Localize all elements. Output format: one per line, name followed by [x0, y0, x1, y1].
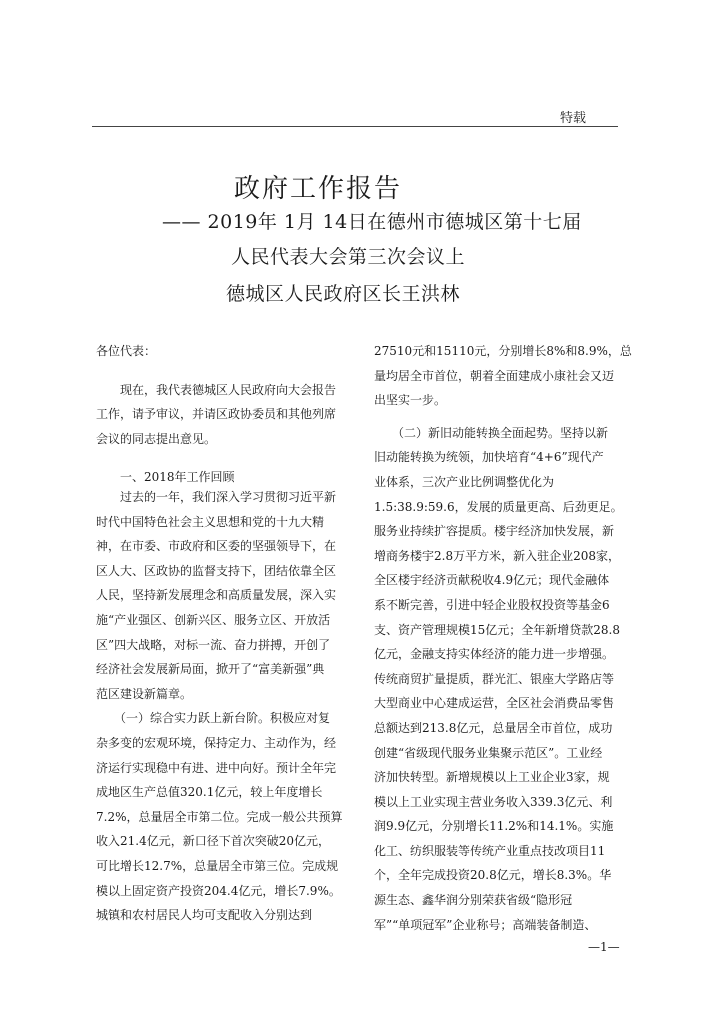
paragraph-line: 量均居全市首位，朝着全面建成小康社会又迈 [374, 368, 615, 383]
paragraph-line: 27510元和15110元，分别增长8%和8.9%，总 [374, 344, 632, 358]
paragraph-line: （二）新旧动能转换全面起势。坚持以新 [374, 425, 609, 440]
intro-line: 现在，我代表德城区人民政府向大会报告 [96, 382, 337, 397]
paragraph-line: 全区楼宇经济贡献税收4.9亿元；现代金融体 [374, 573, 610, 588]
paragraph-line: 业体系，三次产业比例调整优化为 [374, 474, 555, 489]
paragraph-line: 系不断完善，引进中轻企业股权投资等基金6 [374, 597, 610, 612]
paragraph-line: 济运行实现稳中有进、进中向好。预计全年完 [96, 760, 337, 775]
paragraph-line: 创建“省级现代服务业集聚示范区”。工业经 [374, 745, 603, 760]
paragraph-line: 亿元，金融支持实体经济的能力进一步增强。 [374, 647, 615, 662]
paragraph-line: 经济社会发展新局面，掀开了“富美新强”典 [96, 662, 325, 677]
subtitle-line-1: —— 2019年 1月 14日在德州市德城区第十七届 [162, 211, 582, 233]
paragraph-line: 增商务楼宇2.8万平方米，新入驻企业208家， [374, 548, 620, 563]
paragraph-line: 模以上工业实现主营业务收入339.3亿元、利 [374, 794, 613, 809]
paragraph-line: 1.5:38.9:59.6，发展的质量更高、后劲更足。 [374, 499, 623, 514]
paragraph-line: 源生态、鑫华润分别荣获省级“隐形冠 [374, 893, 573, 908]
paragraph-line: 支、资产管理规模15亿元；全年新增贷款28.8 [374, 622, 620, 637]
intro-line: 工作，请予审议，并请区政协委员和其他列席 [96, 407, 337, 422]
salutation: 各位代表： [96, 344, 157, 358]
paragraph-line: 区”四大战略，对标一流、奋力拼搏，开创了 [96, 637, 331, 652]
paragraph-line: 杂多变的宏观环境，保持定力、主动作为，经 [96, 735, 337, 750]
intro-line: 会议的同志提出意见。 [96, 431, 217, 446]
left-column-top [96, 339, 354, 490]
paragraph-line: 区人大、区政协的监督支持下，团结依靠全区 [96, 563, 337, 578]
right-column [374, 339, 632, 937]
paragraph-line: 传统商贸扩量提质，群光汇、银座大学路店等 [374, 671, 615, 686]
paragraph-line: 出坚实一步。 [374, 393, 447, 408]
paragraph-line: 润9.9亿元，分别增长11.2%和14.1%。实施 [374, 819, 614, 834]
paragraph-line: 济加快转型。新增规模以上工业企业3家，规 [374, 770, 610, 785]
paragraph-line: 总额达到213.8亿元，总量居全市首位，成功 [374, 720, 613, 735]
paragraph-line: （一）综合实力跃上新台阶。积极应对复 [96, 711, 331, 726]
paragraph-line: 7.2%，总量居全市第二位。完成一般公共预算 [96, 809, 343, 824]
header-divider [92, 126, 618, 127]
paragraph-line: 成地区生产总值320.1亿元，较上年度增长 [96, 785, 323, 800]
paragraph-line: 模以上固定资产投资204.4亿元，增长7.9%。 [96, 883, 341, 898]
paragraph-line: 大型商业中心建成运营，全区社会消费品零售 [374, 696, 615, 711]
paragraph-line: 人民，坚持新发展理念和高质量发展，深入实 [96, 588, 337, 603]
paragraph-line: 旧动能转换为统领，加快培育“4+6”现代产 [374, 450, 604, 465]
subtitle-line-3: 德城区人民政府区长王洪林 [226, 283, 461, 305]
subtitle-line-2: 人民代表大会第三次会议上 [231, 246, 466, 268]
paragraph-line: 范区建设新篇章。 [96, 686, 193, 701]
page-number: —1— [588, 940, 620, 954]
paragraph-line: 个，全年完成投资20.8亿元，增长8.3%。华 [374, 868, 612, 883]
paragraph-line: 化工、纺织服装等传统产业重点技改项目11 [374, 843, 606, 858]
paragraph-line: 军”“单项冠军”企业称号；高端装备制造、 [374, 917, 597, 932]
paragraph-line: 城镇和农村居民人均可支配收入分别达到 [96, 908, 313, 923]
paragraph-line: 施“产业强区、创新兴区、服务立区、开放活 [96, 612, 331, 627]
paragraph-line: 可比增长12.7%，总量居全市第三位。完成规 [96, 858, 339, 873]
section-tag: 特载 [560, 111, 587, 126]
paragraph-line: 收入21.4亿元，新口径下首次突破20亿元， [96, 834, 330, 849]
document-title: 政府工作报告 [234, 174, 403, 204]
paragraph-line: 服务业持续扩容提质。楼宇经济加快发展，新 [374, 524, 615, 539]
paragraph-line: 时代中国特色社会主义思想和党的十九大精 [96, 514, 325, 529]
section-heading: 一、2018年工作回顾 [96, 470, 235, 485]
left-column-body [96, 485, 354, 928]
paragraph-line: 过去的一年，我们深入学习贯彻习近平新 [96, 490, 337, 504]
paragraph-line: 神，在市委、市政府和区委的坚强领导下，在 [96, 539, 337, 554]
